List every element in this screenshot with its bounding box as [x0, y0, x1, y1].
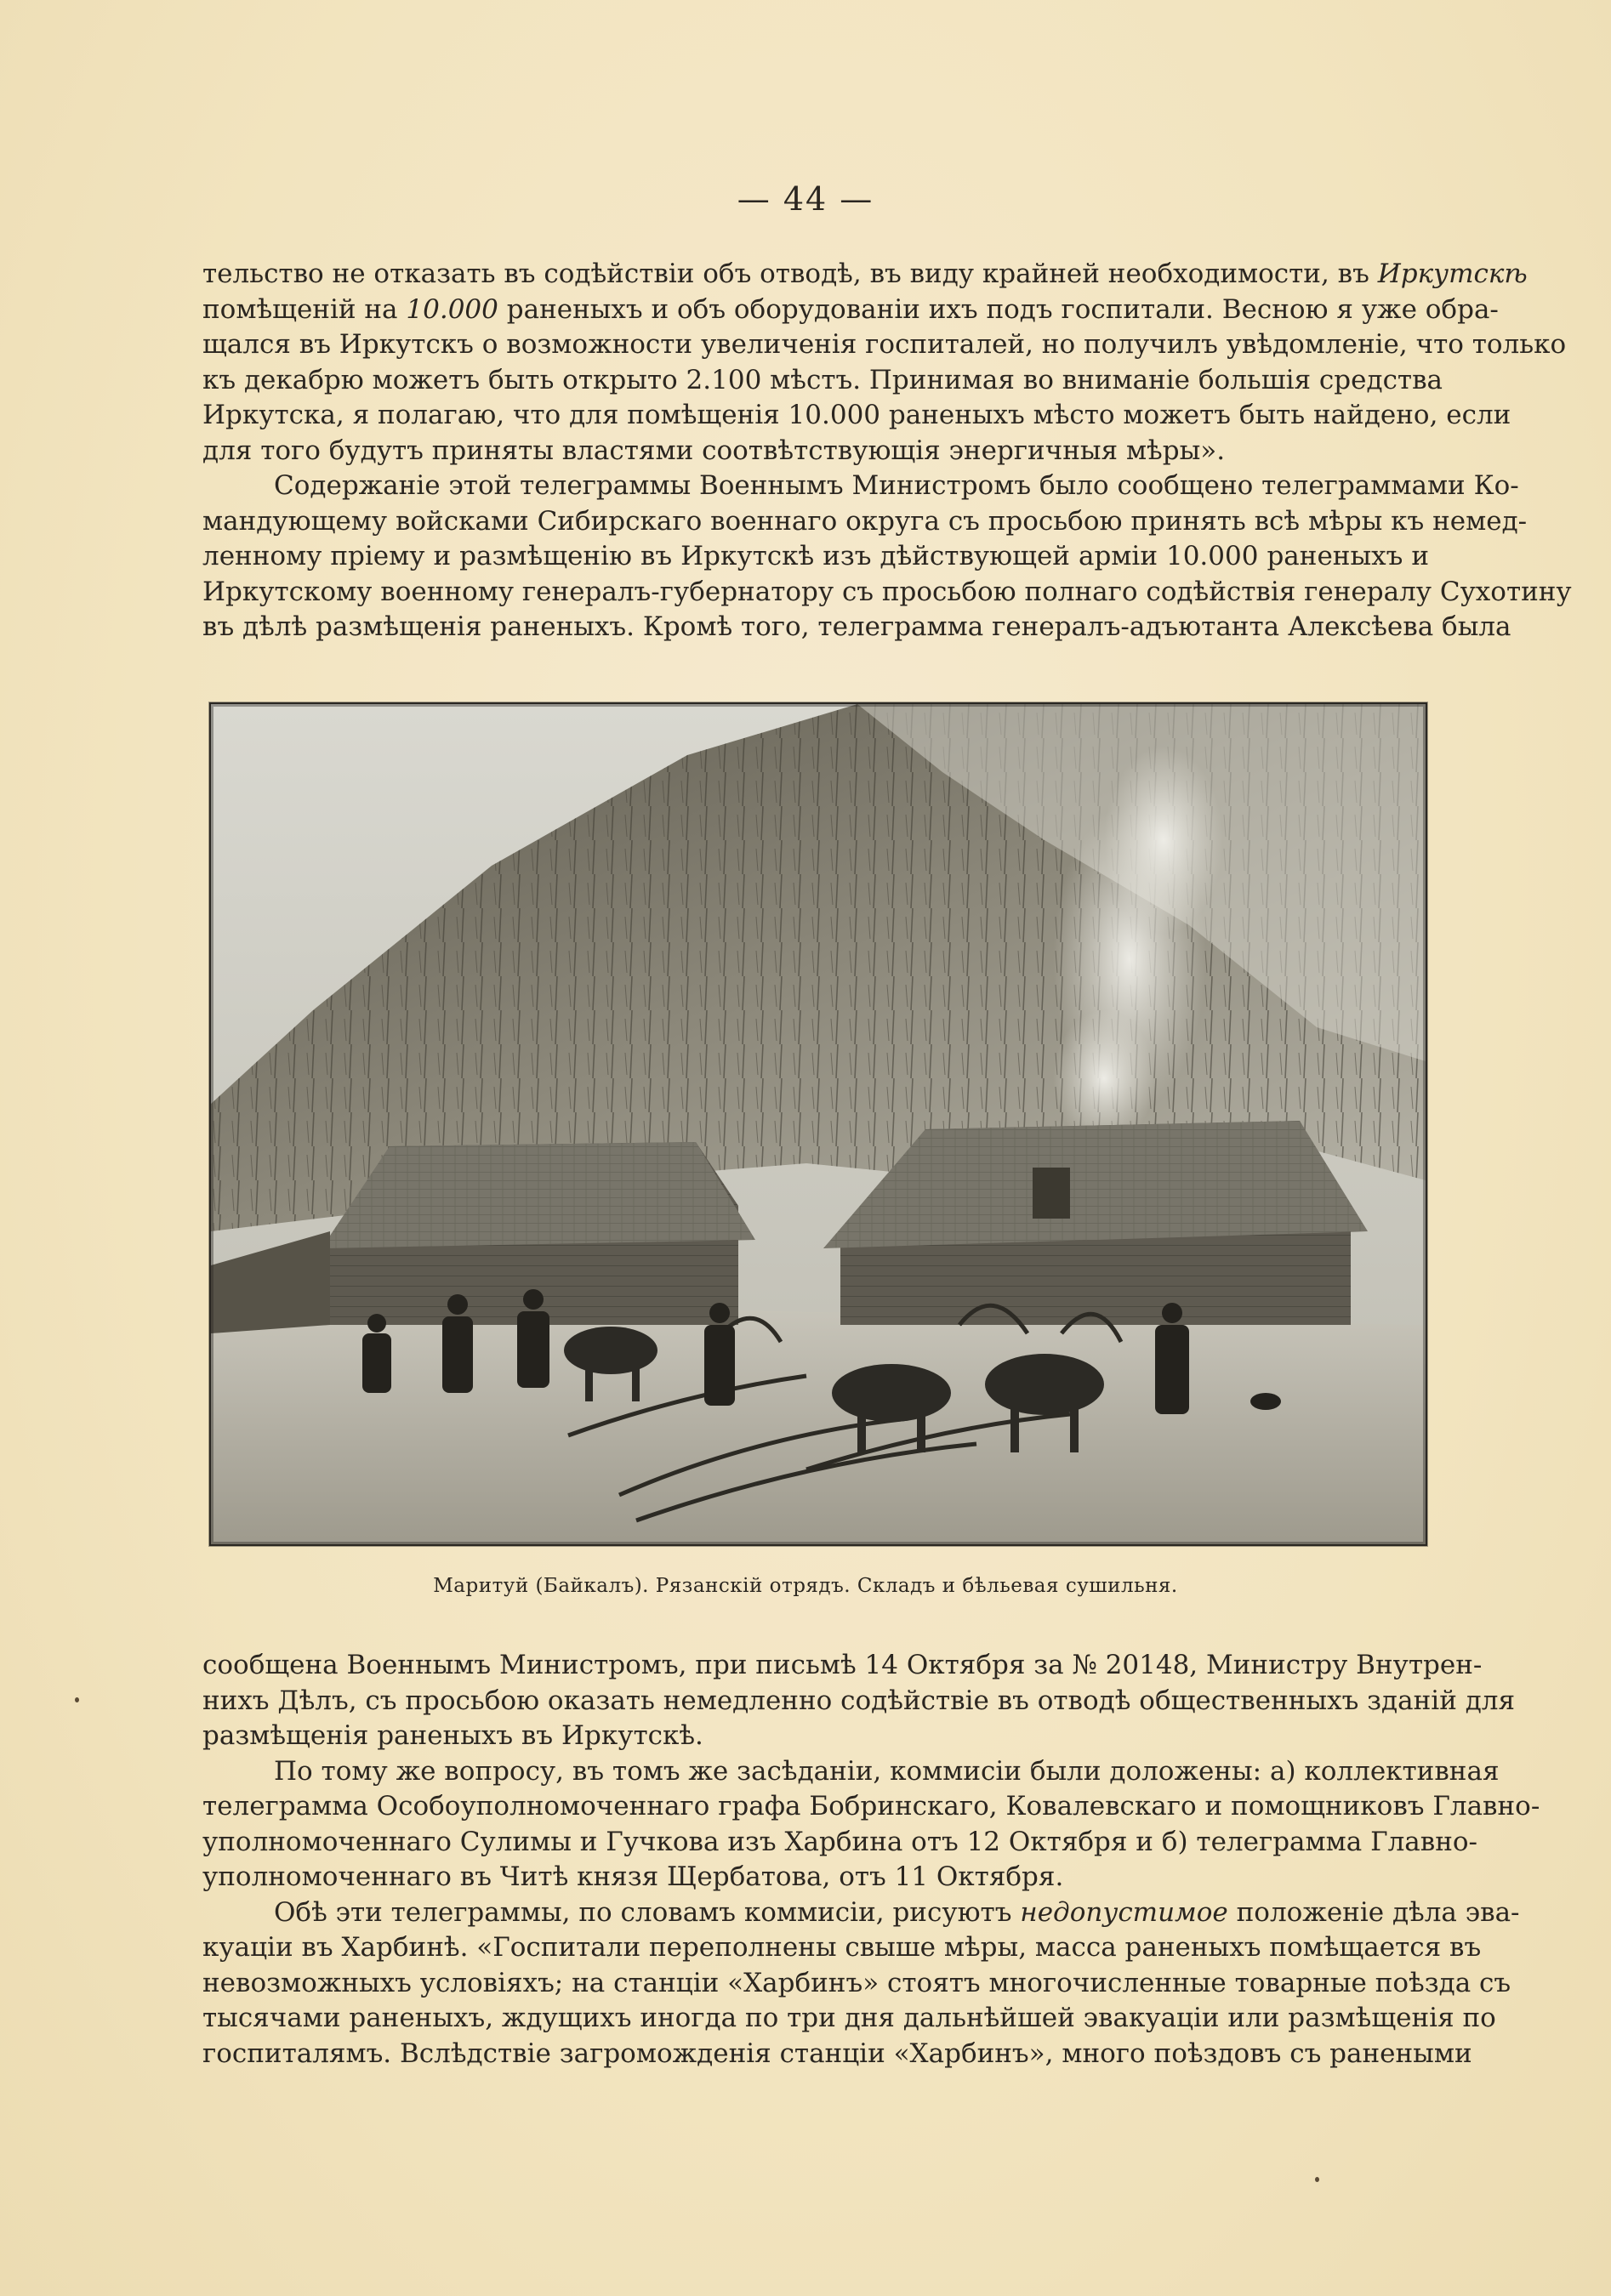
text-line: По тому же вопросу, въ томъ же засѣданіи, коммисіи были доложены: а) коллективная — [274, 1755, 1500, 1787]
text-line: для того будутъ приняты властями соотвѣтствующія энергичныя мѣры». — [202, 435, 1226, 466]
text-line: размѣщенія раненыхъ въ Иркутскѣ. — [202, 1720, 703, 1751]
text-line: щался въ Иркутскъ о возможности увеличенія госпиталей, но получилъ увѣдомленіе, что только — [202, 329, 1567, 360]
text-line: тысячами раненыхъ, ждущихъ иногда по три дня дальнѣйшей эвакуаціи или размѣщенія по — [202, 2003, 1496, 2033]
text-line: уполномоченнаго въ Читѣ князя Щербатова, отъ 11 Октября. — [202, 1861, 1064, 1892]
text-line: невозможныхъ условіяхъ; на станціи «Харбинъ» стоятъ многочисленные товарные поѣзда съ — [202, 1967, 1511, 1998]
text-line: Иркутскому военному генералъ-губернатору съ просьбою полнаго содѣйствія генералу Сухотину — [202, 576, 1572, 607]
text-line: госпиталямъ. Вслѣдствіе загроможденія станціи «Харбинъ», много поѣздовъ съ ранеными — [202, 2037, 1472, 2069]
text-block-bottom — [202, 1648, 1540, 2072]
paper-speck — [75, 1697, 79, 1702]
photo-illustration — [211, 704, 1426, 1544]
photograph — [209, 702, 1427, 1546]
text-line: Иркутска, я полагаю, что для помѣщенія 10.000 раненыхъ мѣсто можетъ быть найдено, если — [202, 400, 1511, 430]
text-line: Содержаніе этой телеграммы Военнымъ Министромъ было сообщено телеграммами Ко- — [274, 470, 1519, 501]
photo-caption: Маритуй (Байкалъ). Рязанскій отрядъ. Складъ и бѣльевая сушильня. — [433, 1575, 1178, 1597]
text-line: къ декабрю можетъ быть открыто 2.100 мѣстъ. Принимая во вниманіе большія средства — [202, 364, 1443, 395]
paper-speck — [1315, 2177, 1319, 2182]
text-line: ленному пріему и размѣщенію въ Иркутскѣ изъ дѣйствующей арміи 10.000 раненыхъ и — [202, 541, 1429, 571]
page-number: — 44 — — [737, 180, 874, 218]
text-block-top — [202, 257, 1572, 645]
text-line: куаціи въ Харбинѣ. «Госпитали переполнены свыше мѣры, масса раненыхъ помѣщается въ — [202, 1932, 1482, 1963]
text-line: помѣщеній на 10.000 раненыхъ и объ оборудованіи ихъ подъ госпитали. Весною я уже обра- — [202, 293, 1499, 325]
text-line: нихъ Дѣлъ, съ просьбою оказать немедленно содѣйствіе въ отводѣ общественныхъ зданій для — [202, 1685, 1516, 1716]
text-line: въ дѣлѣ размѣщенія раненыхъ. Кромѣ того, телеграмма генералъ-адъютанта Алексѣева была — [202, 611, 1511, 642]
text-line: Обѣ эти телеграммы, по словамъ коммисіи, рисуютъ недопустимое положеніе дѣла эва- — [274, 1896, 1520, 1928]
text-line: телеграмма Особоуполномоченнаго графа Бобринскаго, Ковалевскаго и помощниковъ Главно- — [202, 1791, 1540, 1821]
text-line: тельство не отказать въ содѣйствіи объ отводѣ, въ виду крайней необходимости, въ Иркутскѣ — [202, 259, 1528, 289]
text-line: мандующему войсками Сибирскаго военнаго округа съ просьбою принять всѣ мѣры къ немед- — [202, 505, 1528, 537]
text-line: уполномоченнаго Сулимы и Гучкова изъ Харбина отъ 12 Октября и б) телеграмма Главно- — [202, 1826, 1478, 1857]
text-line: сообщена Военнымъ Министромъ, при письмѣ 14 Октября за № 20148, Министру Внутрен- — [202, 1650, 1483, 1680]
